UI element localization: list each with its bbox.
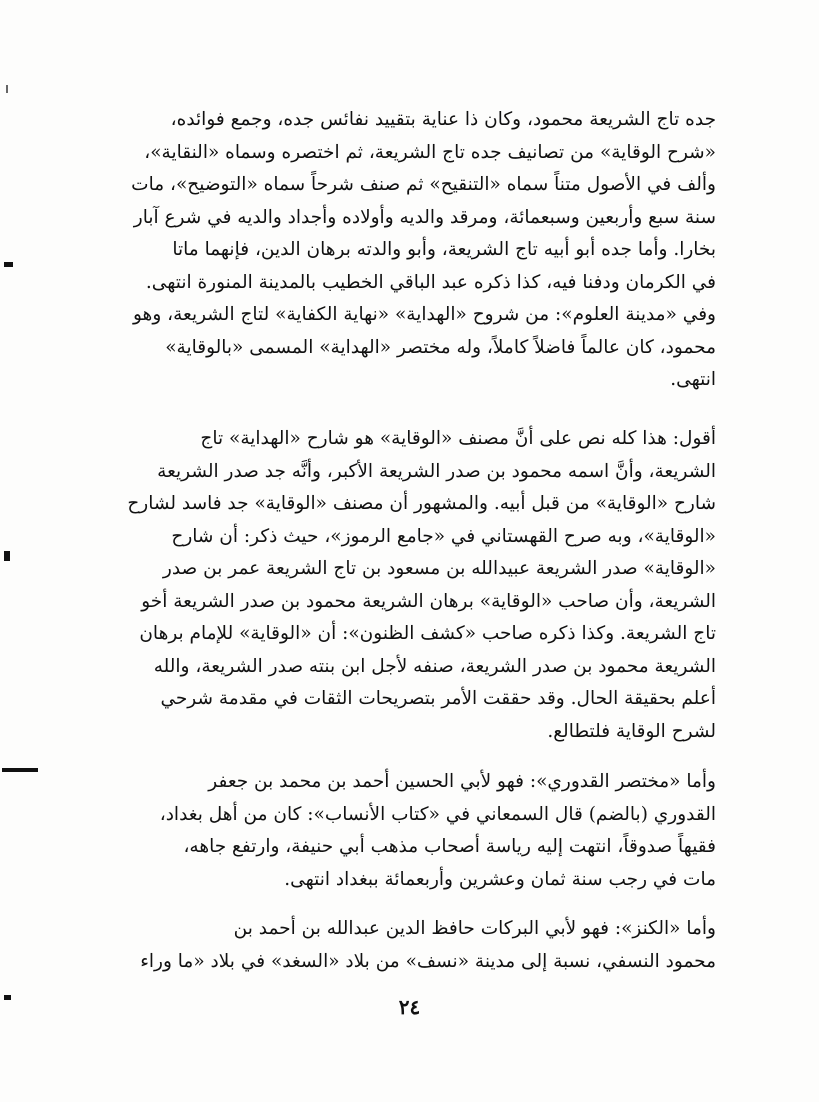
text-line: «شرح الوقاية» من تصانيف جده تاج الشريعة، ثم اختصره وسماه «النقاية»، xyxy=(144,141,716,163)
text-line: بخارا. وأما جده أبو أبيه تاج الشريعة، وأبو والدته برهان الدين، فإنهما ماتا xyxy=(172,239,716,260)
scan-mark xyxy=(2,768,38,772)
paragraph-1 xyxy=(104,104,716,397)
text-line: وأما «الكنز»: فهو لأبي البركات حافظ الدين عبدالله بن أحمد بن xyxy=(233,918,716,939)
text-line: الشريعة، وأنَّ اسمه محمود بن صدر الشريعة الأكبر، وأنَّه جد صدر الشريعة xyxy=(157,460,716,482)
text-line: القدوري (بالضم) قال السمعاني في «كتاب الأنساب»: كان من أهل بغداد، xyxy=(159,803,716,825)
scan-mark xyxy=(4,551,10,561)
scan-mark xyxy=(6,85,8,93)
text-line: وأما «مختصر القدوري»: فهو لأبي الحسين أحمد بن محمد بن جعفر xyxy=(208,771,716,792)
text-line: أقول: هذا كله نص على أنَّ مصنف «الوقاية» هو شارح «الهداية» تاج xyxy=(200,428,716,449)
text-line: في الكرمان ودفنا فيه، كذا ذكره عبد الباقي الخطيب بالمدينة المنورة انتهى. xyxy=(145,271,716,293)
text-line: «الوقاية» صدر الشريعة عبيدالله بن مسعود بن تاج الشريعة عمر بن صدر xyxy=(162,558,716,579)
text-line: سنة سبع وأربعين وسبعمائة، ومرقد والديه وأولاده وأجداد والديه في شرع آبار xyxy=(133,206,716,228)
text-line: تاج الشريعة. وكذا ذكره صاحب «كشف الظنون»: أن «الوقاية» للإمام برهان xyxy=(139,623,716,644)
text-line: مات في رجب سنة ثمان وعشرين وأربعمائة ببغداد انتهى. xyxy=(284,868,716,890)
text-line: أعلم بحقيقة الحال. وقد حققت الأمر بتصريحات الثقات في مقدمة شرحي xyxy=(160,688,716,709)
scan-mark xyxy=(4,262,13,267)
page-number: ٢٤ xyxy=(398,995,421,1019)
text-line: الشريعة محمود بن صدر الشريعة، صنفه لأجل ابن بنته صدر الشريعة، والله xyxy=(153,655,716,677)
text-line: الشريعة، وأن صاحب «الوقاية» برهان الشريعة محمود بن صدر الشريعة أخو xyxy=(141,590,716,612)
text-line: جده تاج الشريعة محمود، وكان ذا عناية بتقييد نفائس جده، وجمع فوائده، xyxy=(170,109,716,130)
text-line: «الوقاية»، وبه صرح القهستاني في «جامع الرموز»، حيث ذكر: أن شارح xyxy=(171,525,716,547)
text-line: لشرح الوقاية فلتطالع. xyxy=(547,720,716,742)
text-line: فقيهاً صدوقاً، انتهت إليه رياسة أصحاب مذهب أبي حنيفة، وارتفع جاهه، xyxy=(183,836,716,857)
text-line: انتهى. xyxy=(670,369,716,390)
text-line: شارح «الوقاية» من قبل أبيه. والمشهور أن مصنف «الوقاية» جد فاسد لشارح xyxy=(127,493,716,514)
paragraph-4 xyxy=(104,913,716,978)
text-line: وألف في الأصول متناً سماه «التنقيح» ثم صنف شرحاً سماه «التوضيح»، مات xyxy=(131,174,716,195)
text-line: وفي «مدينة العلوم»: من شروح «الهداية» «نهاية الكفاية» لتاج الشريعة، وهو xyxy=(133,304,716,325)
paragraph-2 xyxy=(104,423,716,748)
text-line: محمود، كان عالماً فاضلاً كاملاً، وله مختصر «الهداية» المسمى «بالوقاية» xyxy=(165,336,716,358)
paragraph-3 xyxy=(104,766,716,896)
text-line: محمود النسفي، نسبة إلى مدينة «نسف» من بلاد «السغد» في بلاد «ما وراء xyxy=(140,950,716,972)
